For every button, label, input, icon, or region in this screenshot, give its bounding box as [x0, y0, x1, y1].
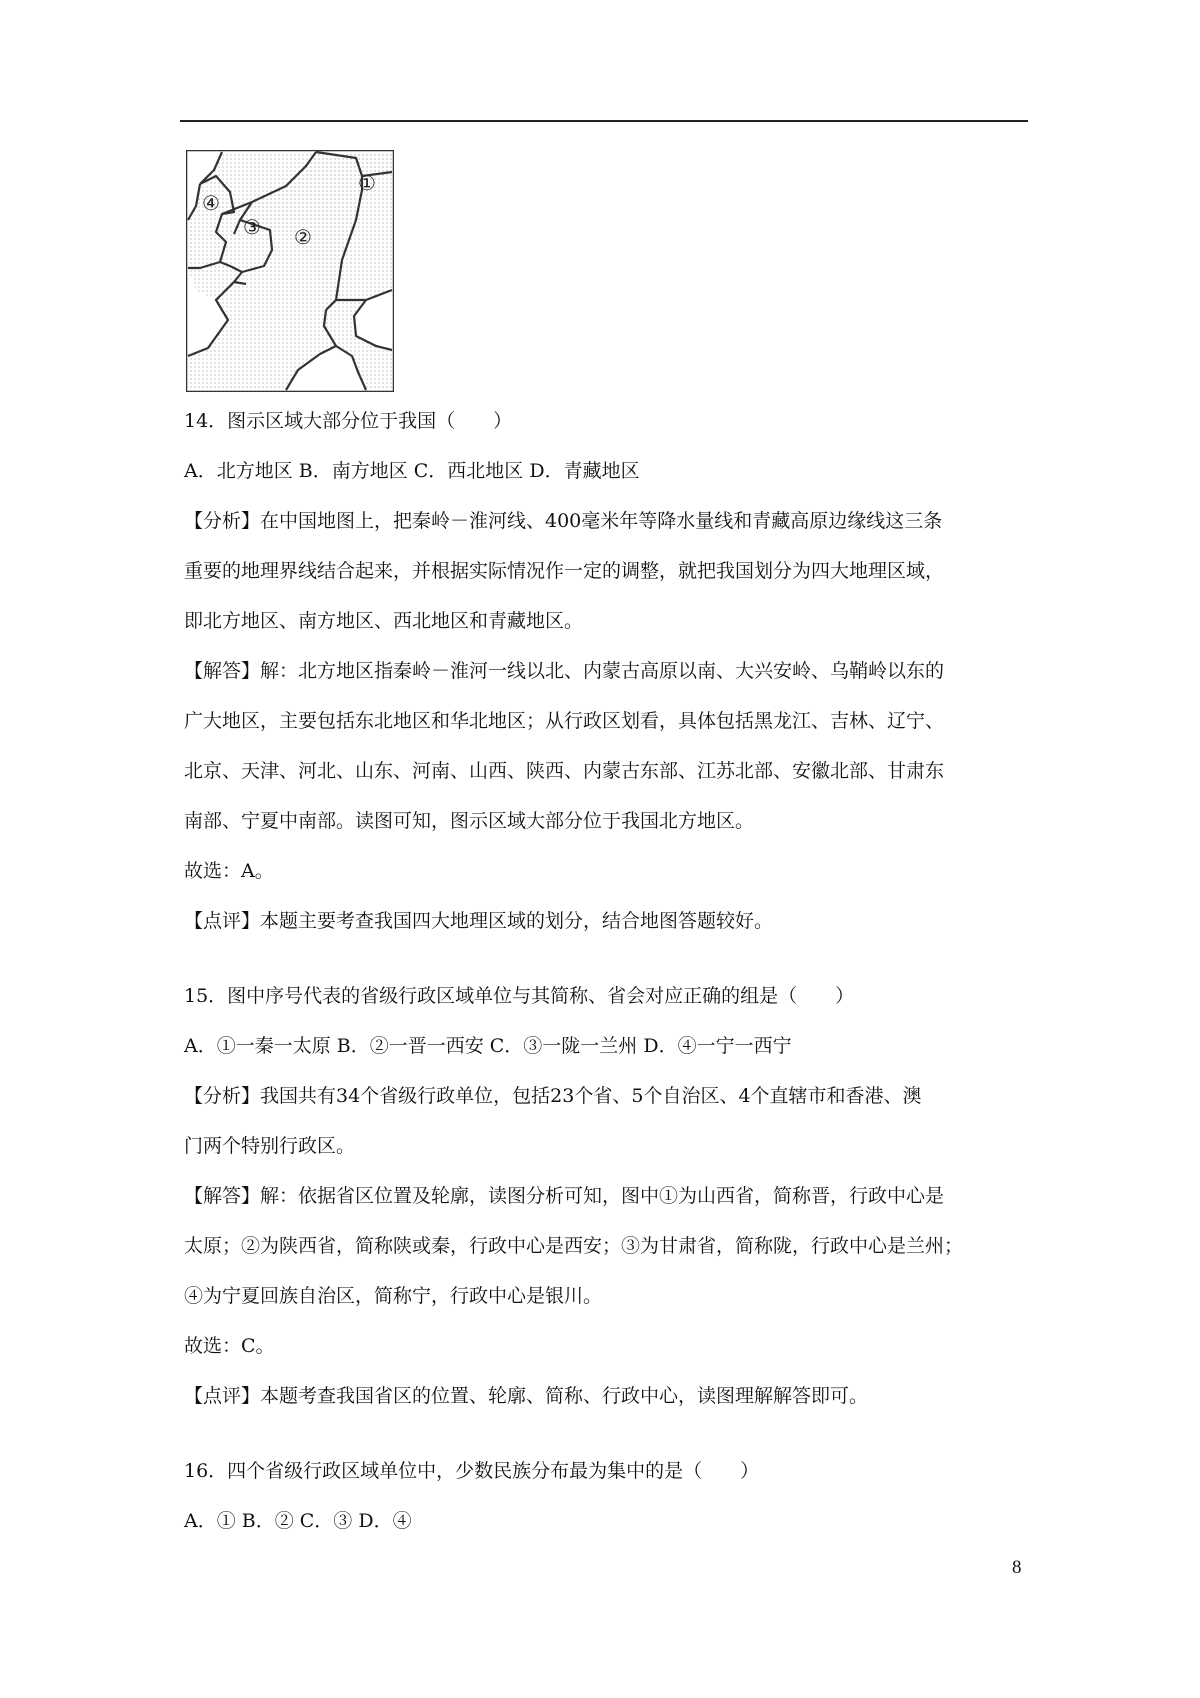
q15-answer-line-1: 【解答】解：依据省区位置及轮廓，读图分析可知，图中①为山西省，简称晋，行政中心是 [184, 1185, 945, 1207]
q15-stem: 15．图中序号代表的省级行政区域单位与其简称、省会对应正确的组是（ ） [184, 985, 855, 1007]
q15-answer-line-2: 太原；②为陕西省，简称陕或秦，行政中心是西安；③为甘肃省，简称陇，行政中心是兰州； [184, 1235, 964, 1257]
region-label-3: ③ [243, 215, 261, 239]
q14-analysis-line-2: 重要的地理界线结合起来，并根据实际情况作一定的调整，就把我国划分为四大地理区域， [184, 560, 945, 582]
q14-analysis-line-3: 即北方地区、南方地区、西北地区和青藏地区。 [184, 610, 584, 632]
q14-analysis-line-1: 【分析】在中国地图上，把秦岭－淮河线、400毫米年等降水量线和青藏高原边缘线这三条 [184, 510, 943, 532]
q14-comment: 【点评】本题主要考查我国四大地理区域的划分，结合地图答题较好。 [184, 910, 774, 932]
q14-answer-line-4: 南部、宁夏中南部。读图可知，图示区域大部分位于我国北方地区。 [184, 810, 755, 832]
province-map [186, 150, 394, 392]
page-number: 8 [1012, 1557, 1022, 1578]
q15-comment: 【点评】本题考查我国省区的位置、轮廓、简称、行政中心，读图理解解答即可。 [184, 1385, 869, 1407]
q16-stem: 16．四个省级行政区域单位中，少数民族分布最为集中的是（ ） [184, 1460, 760, 1482]
q14-answer-line-2: 广大地区，主要包括东北地区和华北地区；从行政区划看，具体包括黑龙江、吉林、辽宁、 [184, 710, 945, 732]
q16-options: A．① B．② C．③ D．④ [184, 1510, 412, 1532]
q14-stem: 14．图示区域大部分位于我国（ ） [184, 410, 513, 432]
q15-analysis-line-2: 门两个特别行政区。 [184, 1135, 356, 1157]
q15-options: A．①一秦一太原 B．②一晋一西安 C．③一陇一兰州 D．④一宁一西宁 [184, 1035, 792, 1057]
header-rule [180, 120, 1028, 122]
province-map-figure [186, 150, 394, 392]
q14-options: A．北方地区 B．南方地区 C．西北地区 D．青藏地区 [184, 460, 640, 482]
region-label-4: ④ [202, 191, 220, 215]
region-label-1: ① [358, 171, 376, 195]
region-label-2: ② [294, 225, 312, 249]
q14-answer-line-1: 【解答】解：北方地区指秦岭－淮河一线以北、内蒙古高原以南、大兴安岭、乌鞘岭以东的 [184, 660, 945, 682]
q15-answer-line-3: ④为宁夏回族自治区，简称宁，行政中心是银川。 [184, 1285, 603, 1307]
q15-choice: 故选：C。 [184, 1335, 275, 1357]
q15-analysis-line-1: 【分析】我国共有34个省级行政单位，包括23个省、5个自治区、4个直辖市和香港、澳 [184, 1085, 922, 1107]
q14-answer-line-3: 北京、天津、河北、山东、河南、山西、陕西、内蒙古东部、江苏北部、安徽北部、甘肃东 [184, 760, 945, 782]
q14-choice: 故选：A。 [184, 860, 274, 882]
